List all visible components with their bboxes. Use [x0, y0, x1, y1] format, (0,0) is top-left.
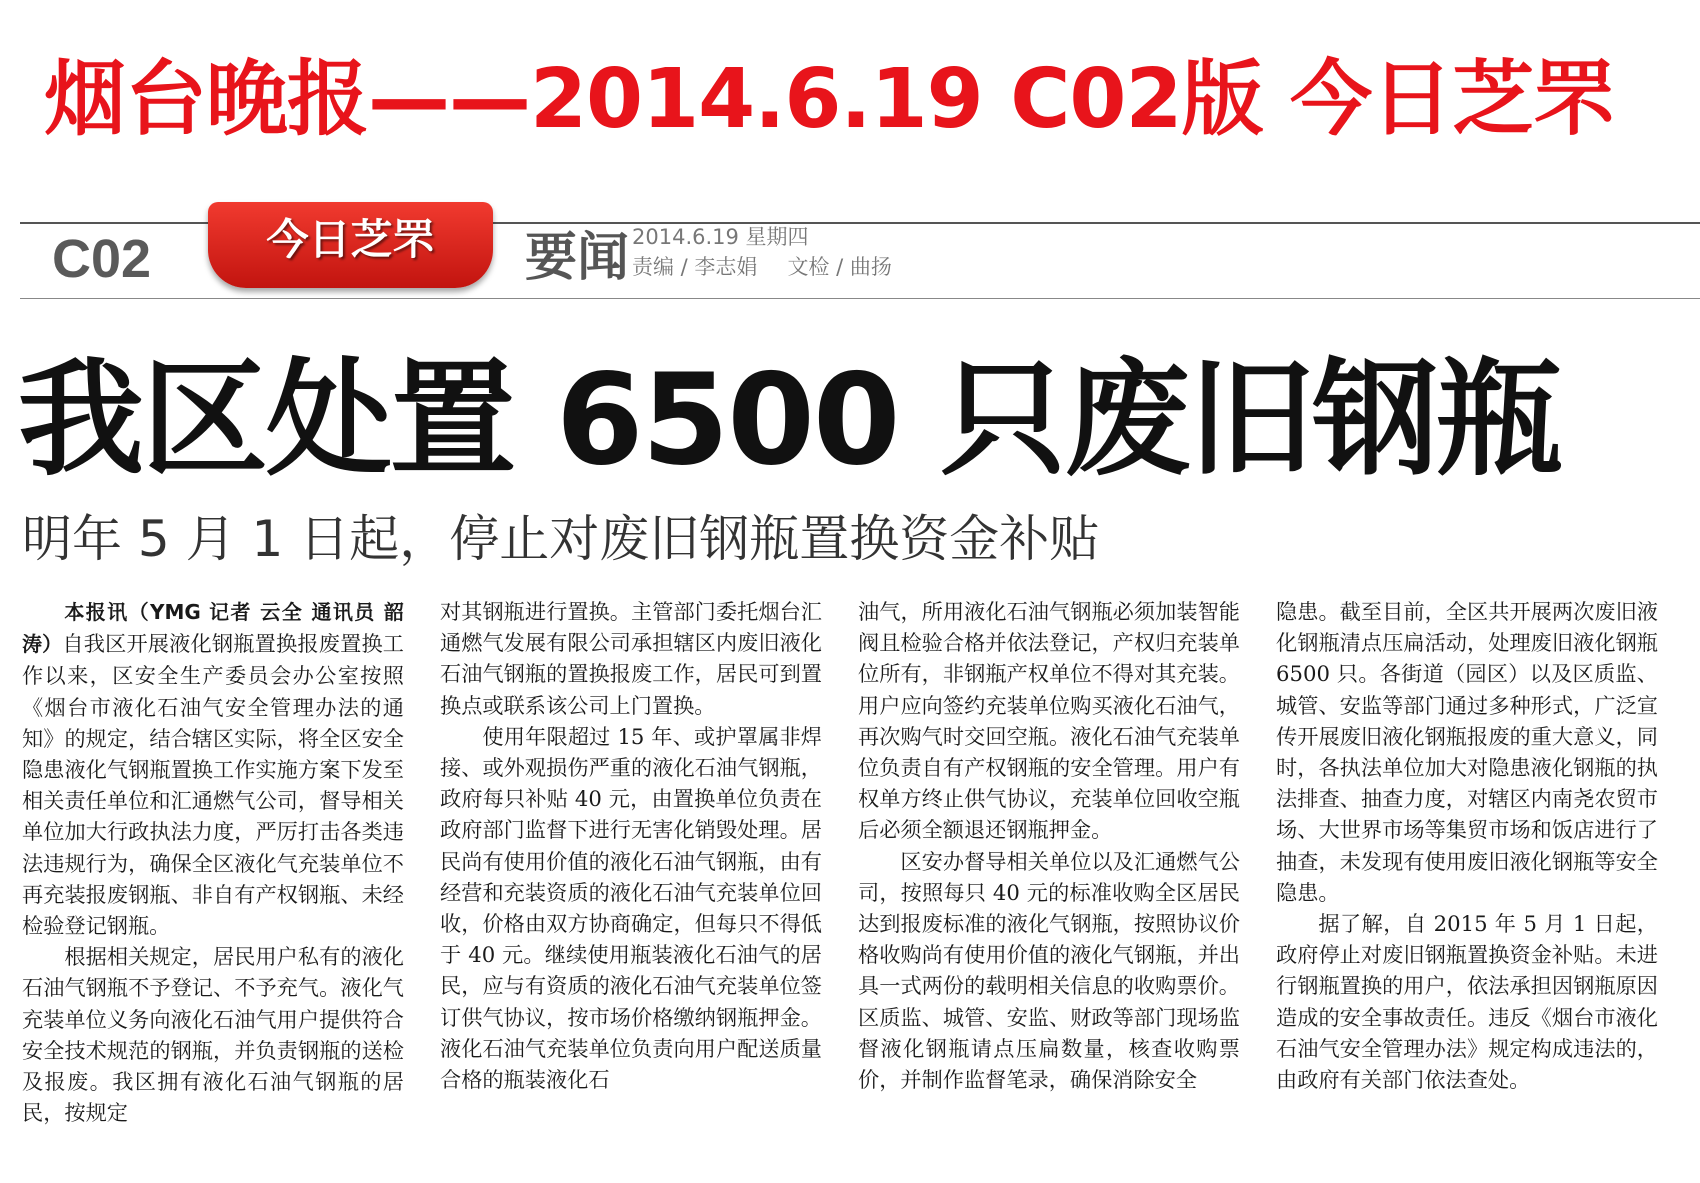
credits	[632, 252, 892, 282]
editor-credit: 责编 / 李志娟	[632, 255, 758, 279]
issue-date: 2014.6.19 星期四	[632, 225, 809, 249]
article-column-1	[22, 596, 404, 1176]
article-body	[22, 596, 1672, 1176]
paragraph: 根据相关规定，居民用户私有的液化石油气钢瓶不予登记、不予充气。液化气充装单位义务向液化石油气用户提供符合安全技术规范的钢瓶，并负责钢瓶的送检及报废。我区拥有液化石油气钢瓶的居民，按规定	[22, 944, 404, 1126]
paragraph: 油气，所用液化石油气钢瓶必须加装智能阀且检验合格并依法登记，产权归充装单位所有，非钢瓶产权单位不得对其充装。用户应向签约充装单位购买液化石油气，再次购气时交回空瓶。液化石油气充装单位负责自有产权钢瓶的安全管理。用户有权单方终止供气协议，充装单位回收空瓶后必须全额退还钢瓶押金。	[858, 599, 1240, 843]
byline: 本报讯（YMG 记者 云全 通讯员 韶涛）	[22, 600, 404, 657]
section-badge	[208, 202, 493, 288]
paragraph: 使用年限超过 15 年、或护罩属非焊接、或外观损伤严重的液化石油气钢瓶，政府每只补贴 40 元，由置换单位负责在政府部门监督下进行无害化销毁处理。居民尚有使用价值的液化石油气钢瓶，由有经营和充装资质的液化石油气充装单位回收，价格由双方协商确定，但每只不得低于 40 元。继续使用瓶装液化石油气的居民，应与有资质的液化石油气充装单位签订供气协议，按市场价格缴纳钢瓶押金。液化石油气充装单位负责向用户配送质量合格的瓶装液化石	[440, 723, 822, 1093]
paragraph-text: 自我区开展液化钢瓶置换报废置换工作以来，区安全生产委员会办公室按照《烟台市液化石油气安全管理办法的通知》的规定，结合辖区实际，将全区安全隐患液化气钢瓶置换工作实施方案下发至相关责任单位和汇通燃气公司，督导相关单位加大行政执法力度，严厉打击各类违法违规行为，确保全区液化气充装单位不再充装报废钢瓶、非自有产权钢瓶、未经检验登记钢瓶。	[22, 631, 404, 939]
paragraph: 据了解，自 2015 年 5 月 1 日起，政府停止对废旧钢瓶置换资金补贴。未进行钢瓶置换的用户，依法承担因钢瓶原因造成的安全事故责任。违反《烟台市液化石油气安全管理办法》规定构成违法的，由政府有关部门依法查处。	[1276, 911, 1658, 1093]
subheadline: 明年 5 月 1 日起，停止对废旧钢瓶置换资金补贴	[22, 510, 1100, 568]
paragraph: 区安办督导相关单位以及汇通燃气公司，按照每只 40 元的标准收购全区居民达到报废标准的液化气钢瓶，按照协议价格收购尚有使用价值的液化气钢瓶，并出具一式两份的载明相关信息的收购票价。区质监、城管、安监、财政等部门现场监督液化钢瓶请点压扁数量，核查收购票价，并制作监督笔录，确保消除安全	[858, 848, 1240, 1093]
page-header	[20, 202, 1700, 300]
section-badge-label: 今日芝罘	[266, 215, 435, 264]
paragraph: 隐患。截至目前，全区共开展两次废旧液化钢瓶清点压扁活动，处理废旧液化钢瓶 6500 只。各街道（园区）以及区质监、城管、安监等部门通过多种形式，广泛宣传开展废旧液化钢瓶报废的重大意义，同时，各执法单位加大对隐患液化钢瓶的执法排查、抽查力度，对辖区内南尧农贸市场、大世界市场等集贸市场和饭店进行了抽查，未发现有使用废旧液化钢瓶等安全隐患。	[1276, 599, 1658, 905]
header-meta	[632, 222, 892, 282]
page-number: C02	[52, 229, 152, 289]
section-name: 要闻	[525, 228, 630, 288]
banner-title: 烟台晚报——2014.6.19 C02版 今日芝罘	[44, 52, 1615, 147]
header-rule-bottom	[20, 298, 1700, 299]
headline: 我区处置 6500 只废旧钢瓶	[18, 346, 1561, 493]
article-column-2	[440, 596, 822, 1176]
proofreader-credit: 文检 / 曲扬	[787, 255, 892, 279]
article-column-4	[1276, 596, 1658, 1176]
article-column-3	[858, 596, 1240, 1176]
paragraph: 对其钢瓶进行置换。主管部门委托烟台汇通燃气发展有限公司承担辖区内废旧液化石油气钢瓶的置换报废工作，居民可到置换点或联系该公司上门置换。	[440, 599, 822, 718]
paragraph	[22, 596, 404, 941]
